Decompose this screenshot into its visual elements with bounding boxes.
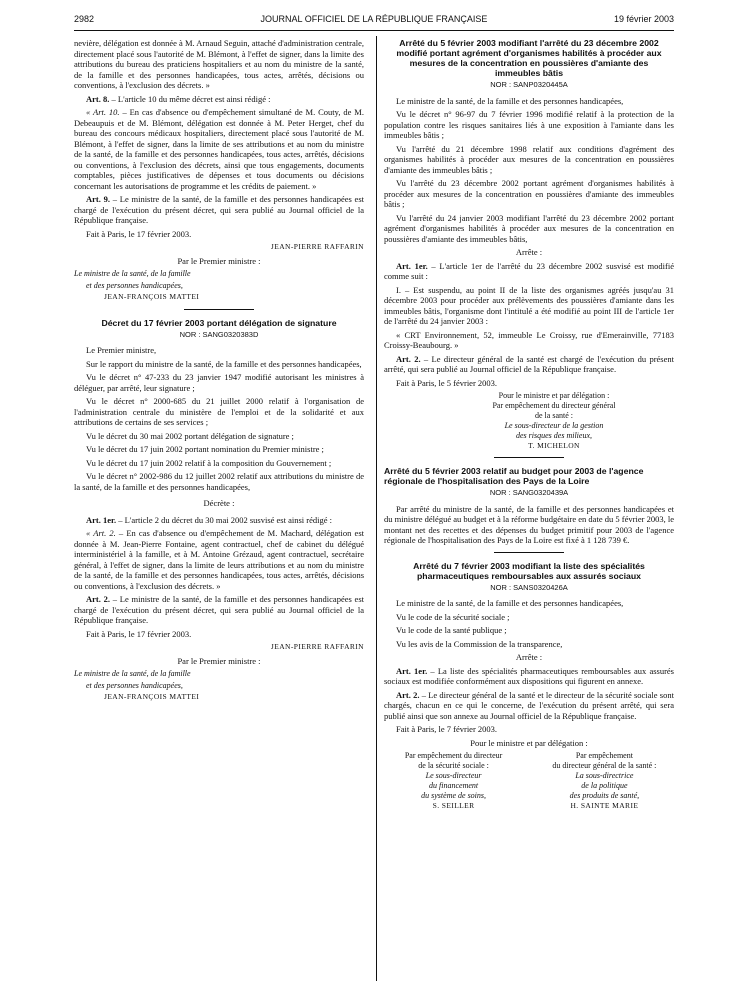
right-column xyxy=(384,38,674,811)
signature-line: Le sous-directeur xyxy=(425,771,482,780)
fait-a-paris: Fait à Paris, le 7 février 2003. xyxy=(396,724,498,734)
article-2: Art. 2. – Le directeur général de la santé est chargé de l'exécution du présent arrêté, qui sera publié au Journal officiel de la République française. xyxy=(384,353,674,374)
signature-block xyxy=(384,391,674,451)
signature-line: Le sous-directeur de la gestion xyxy=(504,421,604,430)
left-column xyxy=(74,38,364,703)
par-le-premier-ministre: Par le Premier ministre : xyxy=(177,655,261,666)
visa: Vu le décret n° 47-233 du 23 janvier 1947 modifié autorisant les ministres à déléguer, par arrêté, leur signature ; xyxy=(74,372,364,393)
article-2: Art. 2. – Le directeur général de la santé et le directeur de la sécurité sociale sont chargés, chacun en ce qui le concerne, de l'exécution du présent arrêté, qui sera publié ainsi que son annexe au Journal officiel de la République française. xyxy=(384,689,674,721)
minister-title-line1: Le ministre de la santé, de la famille xyxy=(74,669,191,678)
paragraph: nevière, délégation est donnée à M. Arnaud Seguin, attaché d'administration centrale, directement placé sous l'autorité de M. Blémont, à l'effet de signer, dans la limite des attributions du bureau des praticiens hospitaliers et au nom du ministre de la santé, de la famille et des personnes handicapées, tous actes, arrêtés, décisions ou conventions, à l'exclusion des décrets. » xyxy=(74,38,364,90)
signature-line: des produits de santé, xyxy=(569,791,640,800)
signature-line: des risques des milieux, xyxy=(516,431,592,440)
paragraph: Par arrêté du ministre de la santé, de la famille et des personnes handicapées et du ministre délégué au budget et à la réforme budgétaire en date du 5 février 2003, le montant net des recettes et des dépenses du budget primitif pour 2003 de l'agence régionale de l'hospitalisation des Pays de la Loire est fixé à 1 128 739 €. xyxy=(384,503,674,545)
signature-line: La sous-directrice xyxy=(575,771,634,780)
signature-line: Par empêchement xyxy=(575,751,633,760)
quoted-article-2: « Art. 2. – En cas d'absence ou d'empêchement de M. Machard, délégation est donnée à M. Jean-Pierre Fontaine, agent contractuel, chef de cabinet du délégué interministériel à la famille, et à M. Antoine Grézaud, agent contractuel, secrétaire général, à l'effet de signer, dans la limite de leurs attributions et au nom du ministre de la santé, de la famille et des personnes handicapées, tous actes, arrêtés, décisions ou conventions, à l'exclusion des décrets. » xyxy=(74,528,364,591)
visa: Vu le code de la sécurité sociale ; xyxy=(396,611,510,622)
separator xyxy=(494,457,564,458)
signature-line: de la sécurité sociale : xyxy=(418,761,489,770)
signature-line: du système de soins, xyxy=(421,791,487,800)
visa: Vu les avis de la Commission de la transparence, xyxy=(396,638,563,649)
article-9: Art. 9. – Le ministre de la santé, de la famille et des personnes handicapées est chargé de l'exécution du présent décret, qui sera publié au Journal officiel de la République française. xyxy=(74,194,364,225)
fait-a-paris: Fait à Paris, le 17 février 2003. xyxy=(86,628,192,639)
organism-entry: « CRT Environnement, 52, immeuble Le Croissy, rue d'Emerainville, 77183 Croissy-Beaubourg. » xyxy=(384,329,674,350)
signature-line: de la santé : xyxy=(535,411,573,420)
column-divider xyxy=(376,36,377,981)
visa: Vu le décret n° 2000-685 du 21 juillet 2000 relatif à l'organisation de l'administration centrale du ministère de l'emploi et de la solidarité et aux attributions de certains de ses services ; xyxy=(74,396,364,427)
header-rule xyxy=(74,30,674,31)
nor-reference: NOR : SANP0320445A xyxy=(490,80,568,89)
separator xyxy=(184,309,254,310)
par-le-premier-ministre: Par le Premier ministre : xyxy=(177,255,261,266)
signature-right xyxy=(535,751,674,811)
signatory-name: T. MICHELON xyxy=(528,441,580,450)
visa: Vu l'arrêté du 24 janvier 2003 modifiant l'arrêté du 23 décembre 2002 portant agrément d'organismes habilités à procéder aux mesures de la concentration en poussières d'amiante des immeubles bâtis, xyxy=(384,212,674,244)
nor-reference: NOR : SANG0320383D xyxy=(179,329,259,339)
signature-pm: JEAN-PIERRE RAFFARIN xyxy=(270,642,364,651)
nor-reference: NOR : SANS0320426A xyxy=(490,582,568,592)
signature-left xyxy=(384,751,523,811)
decree-title: Décret du 17 février 2003 portant délégation de signature xyxy=(101,317,337,328)
article-2: Art. 2. – Le ministre de la santé, de la famille et des personnes handicapées est chargé de l'exécution du présent décret, qui sera publié au Journal officiel de la République française. xyxy=(74,594,364,625)
separator xyxy=(494,552,564,553)
minister-title-line2: et des personnes handicapées, xyxy=(86,280,183,290)
point-i: I. – Est suspendu, au point II de la liste des organismes agréés jusqu'au 31 décembre 2003 pour procéder aux prélèvements des poussières d'amiante dans les immeubles bâtis, l'organisme dont l'intitulé a été modifié au point III de l'article 1er de l'arrêté du 24 janvier 2003 : xyxy=(384,284,674,326)
visa: Vu le décret du 17 juin 2002 relatif à la composition du Gouvernement ; xyxy=(86,457,332,468)
arrete-title: Arrêté du 7 février 2003 modifiant la liste des spécialités pharmaceutiques remboursables aux assurés sociaux xyxy=(413,560,645,581)
decrete-heading: Décrète : xyxy=(203,498,235,508)
visa: Vu l'arrêté du 23 décembre 2002 portant agrément d'organismes habilités à procéder aux mesures de la concentration en poussières d'amiante des immeubles bâtis ; xyxy=(384,178,674,209)
fait-a-paris: Fait à Paris, le 5 février 2003. xyxy=(396,377,498,388)
signature-line: Par empêchement du directeur général xyxy=(492,401,616,410)
premier-ministre: Le Premier ministre, xyxy=(86,345,157,355)
article-1: Art. 1er. – L'article 1er de l'arrêté du 23 décembre 2002 susvisé est modifié comme suit : xyxy=(384,260,674,281)
minister-signature: JEAN-FRANÇOIS MATTEI xyxy=(104,292,200,301)
pour-le-ministre: Pour le ministre et par délégation : xyxy=(470,737,588,748)
arrete-heading: Arrête : xyxy=(515,652,543,662)
minister-intro: Le ministre de la santé, de la famille et des personnes handicapées, xyxy=(396,598,624,608)
visa: Vu l'arrêté du 21 décembre 1998 relatif aux conditions d'agrément des organismes habilités à procéder aux mesures de la concentration en poussières d'amiante des immeubles bâtis ; xyxy=(384,143,674,175)
visa: Vu le décret du 17 juin 2002 portant nomination du Premier ministre ; xyxy=(86,444,324,454)
fait-a-paris: Fait à Paris, le 17 février 2003. xyxy=(86,228,192,239)
issue-date: 19 février 2003 xyxy=(613,14,674,24)
nor-reference: NOR : SANG0320439A xyxy=(489,488,569,497)
visa: Vu le code de la santé publique ; xyxy=(396,625,507,635)
page-number: 2982 xyxy=(74,14,95,24)
article-8: Art. 8. – L'article 10 du même décret est ainsi rédigé : xyxy=(86,93,271,104)
minister-title-line2: et des personnes handicapées, xyxy=(86,680,183,690)
arrete-title: Arrêté du 5 février 2003 relatif au budget pour 2003 de l'agence régionale de l'hospitalisation des Pays de la Loire xyxy=(384,466,644,486)
article-1: Art. 1er. – La liste des spécialités pharmaceutiques remboursables aux assurés sociaux est modifiée conformément aux dispositions qui figurent en annexe. xyxy=(384,665,674,686)
page-header xyxy=(74,14,674,28)
signatory-name: H. SAINTE MARIE xyxy=(570,801,639,810)
visa: Vu le décret n° 96-97 du 7 février 1996 modifié relatif à la protection de la population contre les risques sanitaires liés à une exposition à l'amiante dans les immeubles bâtis ; xyxy=(384,109,674,140)
signature-pm: JEAN-PIERRE RAFFARIN xyxy=(270,242,364,251)
article-1: Art. 1er. – L'article 2 du décret du 30 mai 2002 susvisé est ainsi rédigé : xyxy=(86,514,333,525)
minister-title-line1: Le ministre de la santé, de la famille xyxy=(74,269,191,278)
signature-line: du financement xyxy=(429,781,479,790)
signature-line: du directeur général de la santé : xyxy=(552,761,657,770)
minister-intro: Le ministre de la santé, de la famille et des personnes handicapées, xyxy=(396,95,624,106)
arrete-title: Arrêté du 5 février 2003 modifiant l'arrêté du 23 décembre 2002 modifié portant agrément d'organismes habilités à procéder aux mesures de la concentration en poussières d'amiante des immeubles bâtis xyxy=(396,38,662,78)
visa: Sur le rapport du ministre de la santé, de la famille et des personnes handicapées, xyxy=(86,358,362,369)
quoted-article-10: « Art. 10. – En cas d'absence ou d'empêchement simultané de M. Couty, de M. Debeaupuis et de M. Blémont, délégation est donnée à M. Peter Herget, chef du bureau des concours médicaux hospitaliers, directement placé sous l'autorité de M. Blémont, à l'effet de signer, dans la limite de ses attributions et au nom du ministre de la santé, de la famille et des personnes handicapées, tous actes, arrêtés, décisions ou conventions, à l'exclusion des décrets, ainsi que tous engagements, documents comptables, pièces justificatives de dépenses et tous documents ou décisions concernant les autorisations de programme et les crédits de paiement. » xyxy=(74,107,364,191)
signature-line: Pour le ministre et par délégation : xyxy=(498,391,610,400)
dual-signature-block xyxy=(384,751,674,811)
visa: Vu le décret du 30 mai 2002 portant délégation de signature ; xyxy=(86,430,294,441)
minister-signature: JEAN-FRANÇOIS MATTEI xyxy=(104,692,200,701)
arrete-heading: Arrête : xyxy=(515,247,543,257)
journal-title: JOURNAL OFFICIEL DE LA RÉPUBLIQUE FRANÇAISE xyxy=(260,14,488,24)
signature-line: de la politique xyxy=(581,781,628,790)
signature-line: Par empêchement du directeur xyxy=(404,751,503,760)
visa: Vu le décret n° 2002-986 du 12 juillet 2002 relatif aux attributions du ministre de la santé, de la famille et des personnes handicapées, xyxy=(74,471,364,492)
signatory-name: S. SEILLER xyxy=(432,801,475,810)
